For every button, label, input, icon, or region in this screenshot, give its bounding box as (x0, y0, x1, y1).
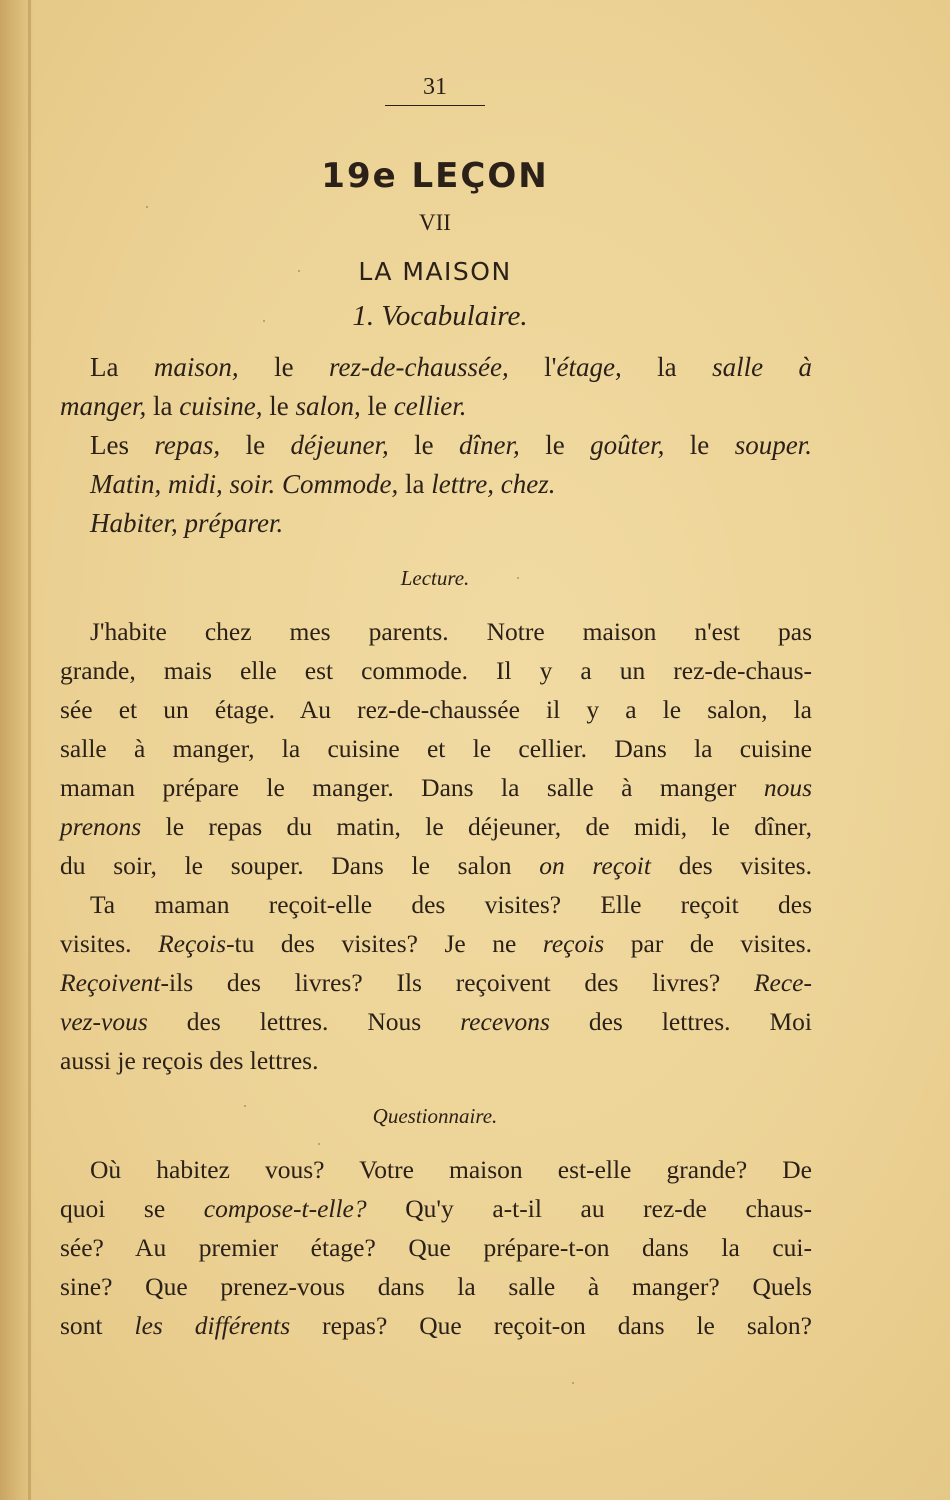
question-line: sont les différents repas? Que reçoit-on dans le salon? (60, 1311, 813, 1340)
reading-line: Reçoivent-ils des livres? Ils reçoivent des livres? Rece- (60, 968, 812, 997)
page-number-rule (385, 105, 485, 106)
lecture-heading: Lecture. (400, 566, 470, 590)
chapter-roman-numeral: VII (419, 210, 451, 235)
lesson-title: 19e LEÇON (321, 156, 549, 196)
reading-line: sée et un étage. Au rez-de-chaussée il y a le salon, la (60, 695, 812, 724)
reading-line: aussi je reçois des lettres. (60, 1046, 319, 1075)
reading-line: Ta maman reçoit-elle des visites? Elle reçoit des (90, 890, 812, 919)
section-title: LA MAISON (358, 257, 512, 286)
reading-line: prenons le repas du matin, le déjeuner, de midi, le dîner, (60, 812, 812, 841)
vocab-line: manger, la cuisine, le salon, le cellier. (60, 391, 467, 421)
reading-line: maman prépare le manger. Dans la salle à manger nous (60, 773, 812, 802)
reading-line: salle à manger, la cuisine et le cellier. Dans la cuisine (60, 734, 812, 763)
questionnaire-heading: Questionnaire. (372, 1104, 498, 1128)
question-line: sée? Au premier étage? Que prépare-t-on dans la cui- (60, 1233, 812, 1262)
vocab-line: La maison, le rez-de-chaussée, l'étage, la salle à (90, 352, 812, 382)
reading-line: J'habite chez mes parents. Notre maison n'est pas (90, 617, 812, 646)
question-line: quoi se compose-t-elle? Qu'y a-t-il au rez-de chaus- (60, 1194, 813, 1223)
reading-line: du soir, le souper. Dans le salon on reçoit des visites. (60, 851, 812, 880)
reading-line: vez-vous des lettres. Nous recevons des lettres. Moi (60, 1007, 812, 1036)
reading-paragraph (60, 612, 812, 1080)
reading-line: grande, mais elle est commode. Il y a un rez-de-chaus- (60, 656, 812, 685)
vocab-line: Les repas, le déjeuner, le dîner, le goûter, le souper. (90, 430, 812, 460)
question-line: Où habitez vous? Votre maison est-elle grande? De (90, 1155, 812, 1184)
vocab-line: Matin, midi, soir. Commode, la lettre, chez. (90, 469, 556, 499)
question-line: sine? Que prenez-vous dans la salle à manger? Quels (60, 1272, 812, 1301)
vocabulary-paragraph (60, 348, 812, 543)
page-number: 31 (423, 74, 447, 100)
questionnaire-paragraph (60, 1150, 812, 1345)
subsection-title: 1. Vocabulaire. (352, 300, 528, 332)
reading-line: visites. Reçois-tu des visites? Je ne reçois par de visites. (60, 929, 812, 958)
vocab-line: Habiter, préparer. (90, 508, 284, 538)
